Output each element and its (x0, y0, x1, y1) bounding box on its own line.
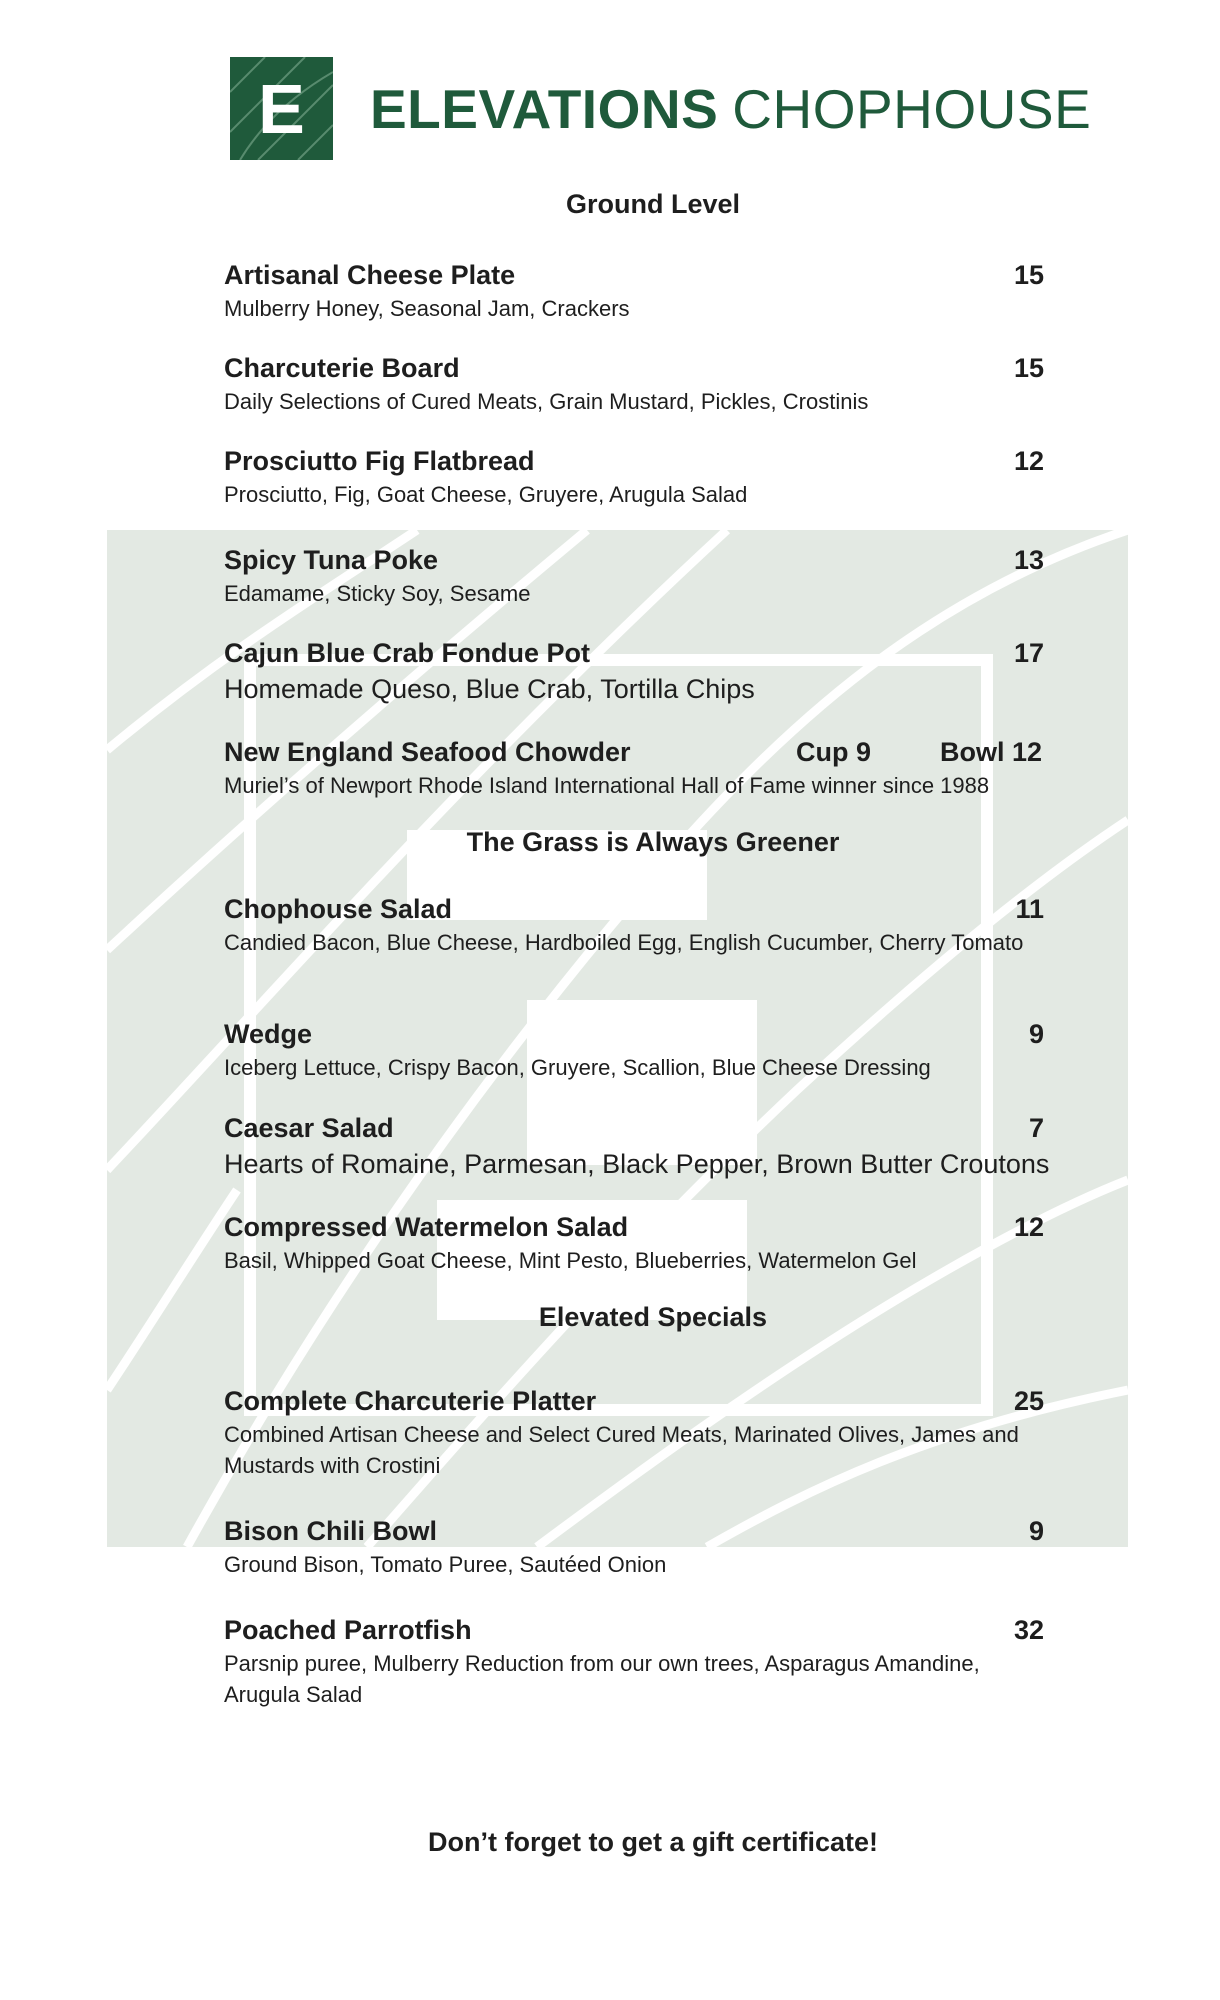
item-description: Homemade Queso, Blue Crab, Tortilla Chips (224, 674, 755, 704)
menu-item (224, 444, 1084, 510)
item-description: Combined Artisan Cheese and Select Cured Meats, Marinated Olives, James and Mustards with Crostini (224, 1422, 1019, 1478)
item-price: 15 (1013, 353, 1044, 383)
item-price-bowl: Bowl 12 (940, 737, 1043, 767)
item-name: Artisanal Cheese Plate (224, 260, 516, 290)
menu-item (224, 735, 1084, 801)
section-title-greener: The Grass is Always Greener (466, 827, 840, 857)
logo-icon (230, 57, 333, 160)
brand-name-bold: ELEVATIONS (370, 78, 719, 140)
item-price: 12 (1013, 446, 1044, 476)
item-price: 9 (1028, 1516, 1044, 1546)
item-name: Chophouse Salad (224, 894, 453, 924)
item-price: 7 (1028, 1113, 1044, 1143)
menu-item (224, 1111, 1084, 1182)
item-description: Daily Selections of Cured Meats, Grain Mustard, Pickles, Crostinis (224, 389, 869, 414)
brand-name (370, 78, 1091, 140)
item-name: Spicy Tuna Poke (224, 545, 439, 575)
item-description: Muriel’s of Newport Rhode Island International Hall of Fame winner since 1988 (224, 773, 990, 798)
item-name: Charcuterie Board (224, 353, 460, 383)
item-description: Candied Bacon, Blue Cheese, Hardboiled Egg, English Cucumber, Cherry Tomato (224, 930, 1024, 955)
item-description: Prosciutto, Fig, Goat Cheese, Gruyere, Arugula Salad (224, 482, 748, 507)
logo-letter: E (258, 70, 305, 148)
item-description: Hearts of Romaine, Parmesan, Black Pepper, Brown Butter Croutons (224, 1149, 1050, 1179)
item-name: Poached Parrotfish (224, 1615, 472, 1645)
menu-item (224, 1210, 1084, 1276)
item-name: Prosciutto Fig Flatbread (224, 446, 535, 476)
menu-item (224, 636, 1084, 707)
item-price: 13 (1013, 545, 1044, 575)
item-price: 25 (1013, 1386, 1044, 1416)
section-title-specials: Elevated Specials (538, 1302, 768, 1332)
menu-item (224, 258, 1084, 324)
item-price: 17 (1013, 638, 1044, 668)
item-name: Caesar Salad (224, 1113, 394, 1143)
item-description: Mulberry Honey, Seasonal Jam, Crackers (224, 296, 630, 321)
item-description: Basil, Whipped Goat Cheese, Mint Pesto, Blueberries, Watermelon Gel (224, 1248, 917, 1273)
menu-item (224, 543, 1084, 609)
item-name: Wedge (224, 1019, 313, 1049)
item-name: Complete Charcuterie Platter (224, 1386, 597, 1416)
item-description: Iceberg Lettuce, Crispy Bacon, Gruyere, Scallion, Blue Cheese Dressing (224, 1055, 931, 1080)
item-name: Bison Chili Bowl (224, 1516, 437, 1546)
brand-name-light: CHOPHOUSE (732, 78, 1092, 140)
item-description: Ground Bison, Tomato Puree, Sautéed Onion (224, 1552, 667, 1577)
menu-item (224, 1514, 1084, 1580)
item-price: 9 (1028, 1019, 1044, 1049)
item-name: Compressed Watermelon Salad (224, 1212, 629, 1242)
item-price: 32 (1013, 1615, 1044, 1645)
item-description: Edamame, Sticky Soy, Sesame (224, 581, 531, 606)
menu-item (224, 1613, 1084, 1710)
item-price: 11 (1015, 894, 1044, 924)
menu-item (224, 1384, 1084, 1481)
gift-certificate-note: Don’t forget to get a gift certificate! (427, 1827, 878, 1857)
item-description: Parsnip puree, Mulberry Reduction from our own trees, Asparagus Amandine, Arugula Salad (224, 1651, 980, 1707)
item-name: New England Seafood Chowder (224, 737, 631, 767)
item-price-cup: Cup 9 (796, 737, 872, 767)
item-price: 12 (1013, 1212, 1044, 1242)
item-name: Cajun Blue Crab Fondue Pot (224, 638, 591, 668)
item-price: 15 (1013, 260, 1044, 290)
menu-item (224, 351, 1084, 417)
menu-item (224, 1017, 1084, 1083)
section-title-ground-level: Ground Level (565, 189, 741, 219)
menu-item (224, 892, 1084, 958)
